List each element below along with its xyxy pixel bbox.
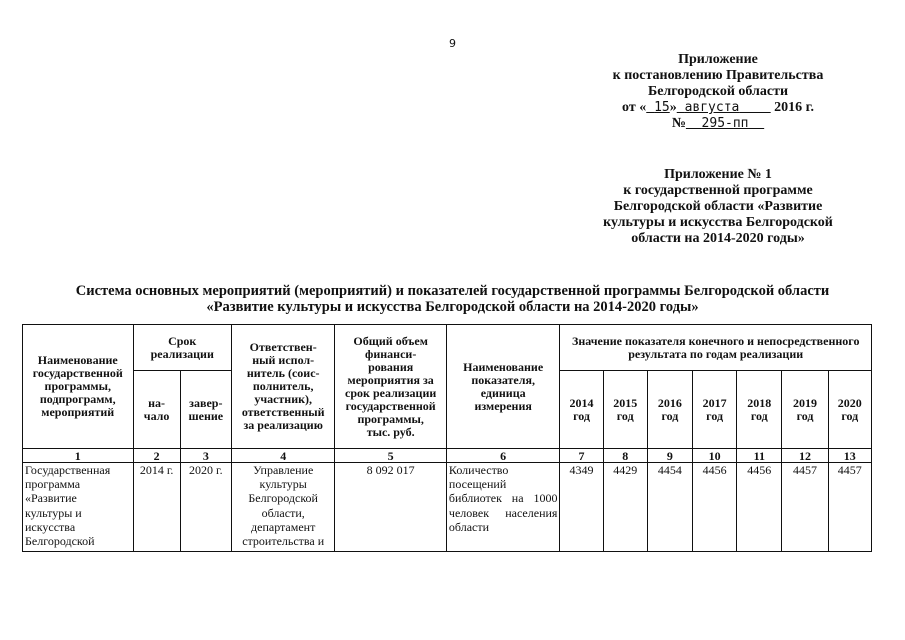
header-indicator: Наименование показателя, единица измерения (446, 325, 560, 449)
annex-line: культуры и искусства Белгородской (603, 215, 833, 230)
header-year: 2017 год (693, 371, 737, 449)
approval-line: Приложение (678, 52, 758, 67)
cell-value: 4457 (782, 463, 828, 552)
title-line-2: «Развитие культуры и искусства Белгородской области на 2014-2020 годы» (206, 299, 699, 315)
header-year: 2019 год (782, 371, 828, 449)
column-number: 3 (180, 449, 231, 463)
cell-indicator: Количество посещений библиотек на 1000 человек населения области (446, 463, 560, 552)
header-term: Срок реализации (133, 325, 231, 371)
indicators-table (22, 324, 872, 552)
page-number: 9 (449, 37, 456, 50)
column-number: 7 (560, 449, 603, 463)
approval-line: Белгородской области (647, 84, 789, 99)
approval-number (600, 116, 836, 132)
cell-value: 4429 (603, 463, 647, 552)
header-year: 2020 год (828, 371, 871, 449)
cell-volume: 8 092 017 (335, 463, 447, 552)
cell-end: 2020 г. (180, 463, 231, 552)
cell-program-name: Государственная программа «Развитие культуры и искусства Белгородской (23, 463, 134, 552)
document-title (0, 283, 905, 315)
annex-line: Приложение № 1 (664, 167, 772, 182)
header-year: 2016 год (647, 371, 692, 449)
cell-value: 4457 (828, 463, 871, 552)
column-number: 4 (231, 449, 334, 463)
date-year: 2016 г. (774, 100, 814, 115)
date-day: 15 (654, 100, 670, 115)
header-name: Наименование государственной программы, подпрограмм, мероприятий (23, 325, 134, 449)
header-start: на- чало (133, 371, 180, 449)
cell-start: 2014 г. (133, 463, 180, 552)
header-values-group: Значение показателя конечного и непосредственного результата по годам реализации (560, 325, 872, 371)
cell-value: 4456 (737, 463, 782, 552)
column-number: 12 (782, 449, 828, 463)
title-line-1: Система основных мероприятий (мероприятий) и показателей государственной программы Белгородской области (75, 283, 830, 299)
column-number: 11 (737, 449, 782, 463)
number-value: 295-пп (701, 116, 749, 131)
number-prefix: № (671, 116, 686, 131)
column-number: 9 (647, 449, 692, 463)
column-number: 2 (133, 449, 180, 463)
approval-block (600, 52, 836, 132)
cell-value: 4349 (560, 463, 603, 552)
date-month: августа (684, 100, 740, 115)
cell-value: 4456 (693, 463, 737, 552)
cell-responsible: Управление культуры Белгородской области, департамент строительства и (231, 463, 334, 552)
annex-block (585, 167, 851, 247)
annex-line: к государственной программе (623, 183, 813, 198)
column-number: 5 (335, 449, 447, 463)
header-volume: Общий объем финанси- рования мероприятия за срок реализации государственной программы, тыс. руб. (335, 325, 447, 449)
column-number: 13 (828, 449, 871, 463)
header-year: 2015 год (603, 371, 647, 449)
column-number: 6 (446, 449, 560, 463)
cell-value: 4454 (647, 463, 692, 552)
approval-line: к постановлению Правительства (612, 68, 824, 83)
column-number: 1 (23, 449, 134, 463)
header-end: завер- шение (180, 371, 231, 449)
header-year: 2018 год (737, 371, 782, 449)
annex-line: Белгородской области «Развитие (613, 199, 823, 214)
header-responsible: Ответствен- ный испол- нитель (соис- полнитель, участник), ответственный за реализацию (231, 325, 334, 449)
date-month-prefix: » (669, 100, 677, 115)
column-number: 10 (693, 449, 737, 463)
table-row (23, 463, 872, 552)
header-year: 2014 год (560, 371, 603, 449)
column-number: 8 (603, 449, 647, 463)
annex-line: области на 2014-2020 годы» (631, 231, 805, 246)
approval-date (600, 100, 836, 116)
date-prefix: от « (622, 100, 647, 115)
